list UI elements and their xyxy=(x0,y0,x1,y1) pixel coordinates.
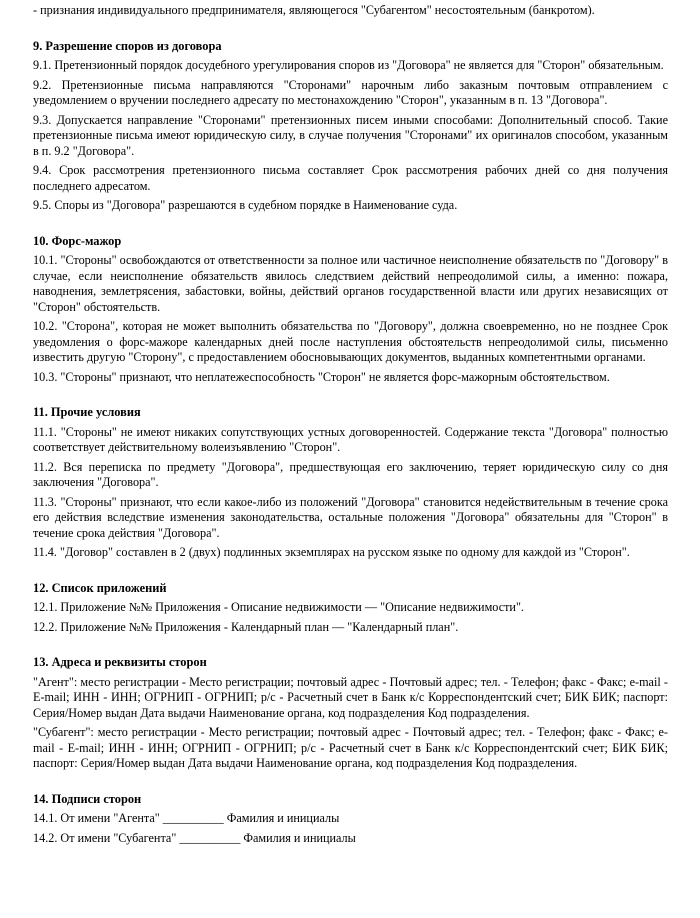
signature-line-agent: 14.1. От имени "Агента" __________ Фамилия и инициалы xyxy=(33,811,340,825)
clause-9-4: 9.4. Срок рассмотрения претензионного письма составляет Срок рассмотрения рабочих дней со дня получения последнего адресатом. xyxy=(33,163,668,193)
section-13-heading: 13. Адреса и реквизиты сторон xyxy=(33,655,207,669)
clause-11-1: 11.1. "Стороны" не имеют никаких сопутствующих устных договоренностей. Содержание текста "Договора" полностью соответствует действительному волеизъявлению "Сторон". xyxy=(33,424,668,454)
clause-12-2: 12.2. Приложение №№ Приложения - Календарный план — "Календарный план". xyxy=(33,619,459,634)
clause-9-2: 9.2. Претензионные письма направляются "Сторонами" нарочным либо заказным почтовым отправлением с уведомлением о вручении последнего адресату по местонахождению "Сторон", указанным в п. 13 "Договора". xyxy=(33,77,668,107)
requisites-subagent: "Субагент": место регистрации - Место регистрации; почтовый адрес - Почтовый адрес; тел. - Телефон; факс - Факс; e-mail - E-mail; ИНН - ИНН; ОГРНИП - ОГРНИП; р/с - Расчетный счет в Банк к/с Корреспондентский счет; БИК БИК; паспорт: Серия/Номер выдан Дата выдачи Наименование органа, код подразделения Код подразделения. xyxy=(33,725,668,770)
clause-10-2: 10.2. "Сторона", которая не может выполнить обязательства по "Договору", должна своевременно, но не позднее Срок уведомления о форс-мажоре календарных дней после наступления обстоятельств непреодолимой силы, письменно известить другую "Сторону", с предоставлением обосновывающих документов, выданных компетентными органами. xyxy=(33,319,668,364)
section-10-heading: 10. Форс-мажор xyxy=(33,233,122,248)
clause-11-4: 11.4. "Договор" составлен в 2 (двух) подлинных экземплярах на русском языке по одному для каждой из "Сторон". xyxy=(33,545,630,559)
clause-11-3: 11.3. "Стороны" признают, что если какое-либо из положений "Договора" становится недействительным в течение срока его действия вследствие изменения законодательства, остальные положения "Договора" обязательны для "Сторон" в течение срока действия "Договора". xyxy=(33,494,668,540)
section-12-heading: 12. Список приложений xyxy=(33,580,167,595)
requisites-agent: "Агент": место регистрации - Место регистрации; почтовый адрес - Почтовый адрес; тел. - Телефон; факс - Факс; e-mail - E-mail; ИНН - ИНН; ОГРНИП - ОГРНИП; р/с - Расчетный счет в Банк к/с Корреспондентский счет; БИК БИК; паспорт: Серия/Номер выдан Дата выдачи Наименование органа, код подразделения Код подразделения. xyxy=(33,674,668,720)
section-11-heading: 11. Прочие условия xyxy=(33,405,141,419)
clause-9-3: 9.3. Допускается направление "Сторонами" претензионных писем иными способами: Дополнительный способ. Такие претензионные письма имеют юридическую силу, в случае получения "Сторонами" их оригиналов способом, указанным в п. 9.2 "Договора". xyxy=(33,112,668,158)
signature-line-subagent: 14.2. От имени "Субагента" __________ Фамилия и инициалы xyxy=(33,830,356,845)
clause-9-5: 9.5. Споры из "Договора" разрешаются в судебном порядке в Наименование суда. xyxy=(33,198,458,212)
clause-10-3: 10.3. "Стороны" признают, что неплатежеспособность "Сторон" не является форс-мажорным обстоятельством. xyxy=(33,369,610,384)
clause-9-1: 9.1. Претензионный порядок досудебного урегулирования споров из "Договора" не является для "Сторон" обязательным. xyxy=(33,58,664,72)
section-14-heading: 14. Подписи сторон xyxy=(33,791,142,806)
clause-12-1: 12.1. Приложение №№ Приложения - Описание недвижимости — "Описание недвижимости". xyxy=(33,600,524,614)
clause-10-1: 10.1. "Стороны" освобождаются от ответственности за полное или частичное неисполнение обязательств по "Договору" в случае, если неисполнение обязательств явилось следствием действий непреодолимой силы, а именно: пожара, наводнения, землетрясения, забастовки, войны, действий органов государственной власти или других независящих от "Сторон" обстоятельств. xyxy=(33,253,668,314)
clause-11-2: 11.2. Вся переписка по предмету "Договора", предшествующая его заключению, теряет юридическую силу со дня заключения "Договора". xyxy=(33,459,668,489)
intro-fragment-line: - признания индивидуального предпринимателя, являющегося "Субагентом" несостоятельным (банкротом). xyxy=(33,3,595,17)
section-9-heading: 9. Разрешение споров из договора xyxy=(33,38,222,53)
